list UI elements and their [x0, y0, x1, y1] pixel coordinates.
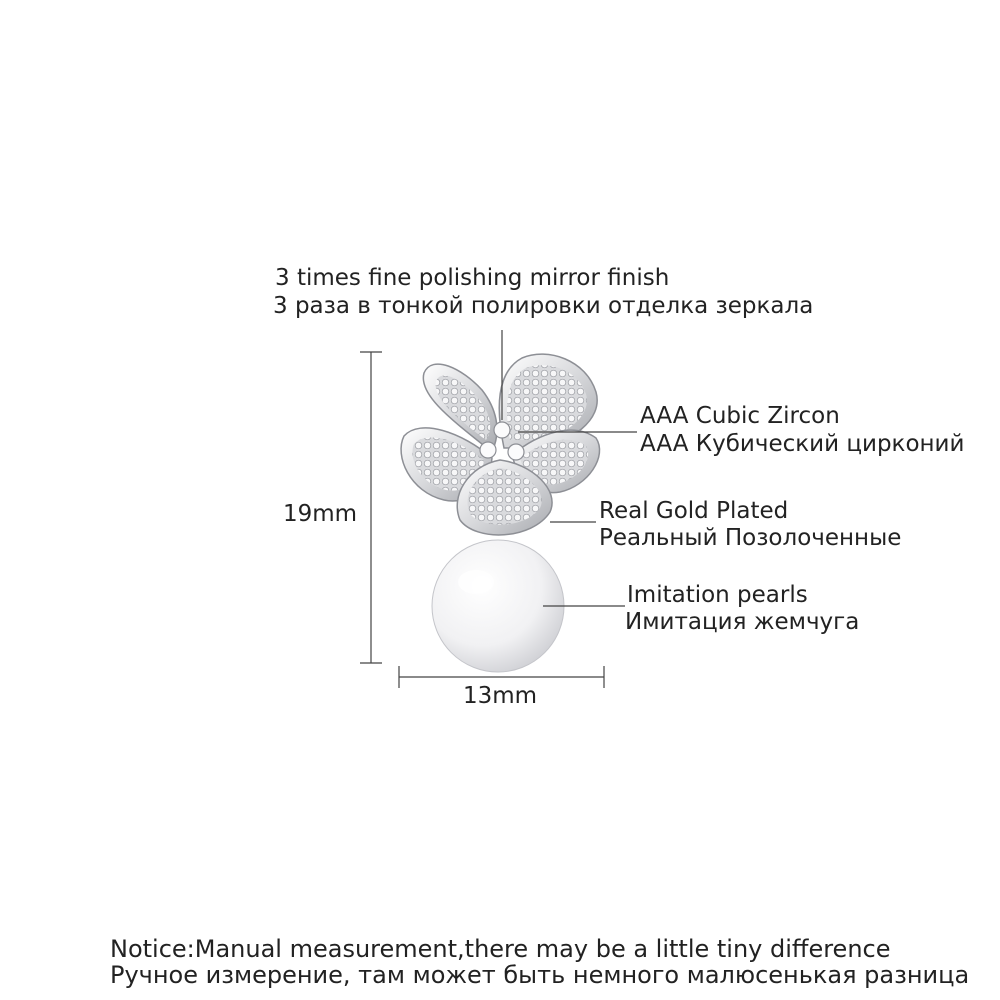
notice-text-ru: Ручное измерение, там может быть немного малюсенькая разница	[110, 961, 970, 989]
plating-label-ru: Реальный Позолоченные	[599, 525, 902, 551]
height-dimension-line	[360, 352, 382, 663]
pearl-label-en: Imitation pearls	[627, 582, 808, 608]
polishing-label-en: 3 times fine polishing mirror finish	[275, 265, 670, 291]
pearl-icon	[432, 520, 564, 672]
flower-earring-icon	[401, 354, 599, 535]
plating-label-en: Real Gold Plated	[599, 498, 789, 524]
polishing-label-ru: 3 раза в тонкой полировки отделка зеркала	[273, 293, 814, 319]
width-dimension-label: 13mm	[463, 683, 538, 709]
notice-text-en: Notice:Manual measurement,there may be a little tiny difference	[110, 935, 891, 963]
height-dimension-label: 19mm	[283, 501, 358, 527]
pearl-label-ru: Имитация жемчуга	[625, 609, 860, 635]
zircon-label-en: AAA Cubic Zircon	[640, 403, 840, 429]
zircon-label-ru: AAA Кубический цирконий	[640, 431, 965, 457]
